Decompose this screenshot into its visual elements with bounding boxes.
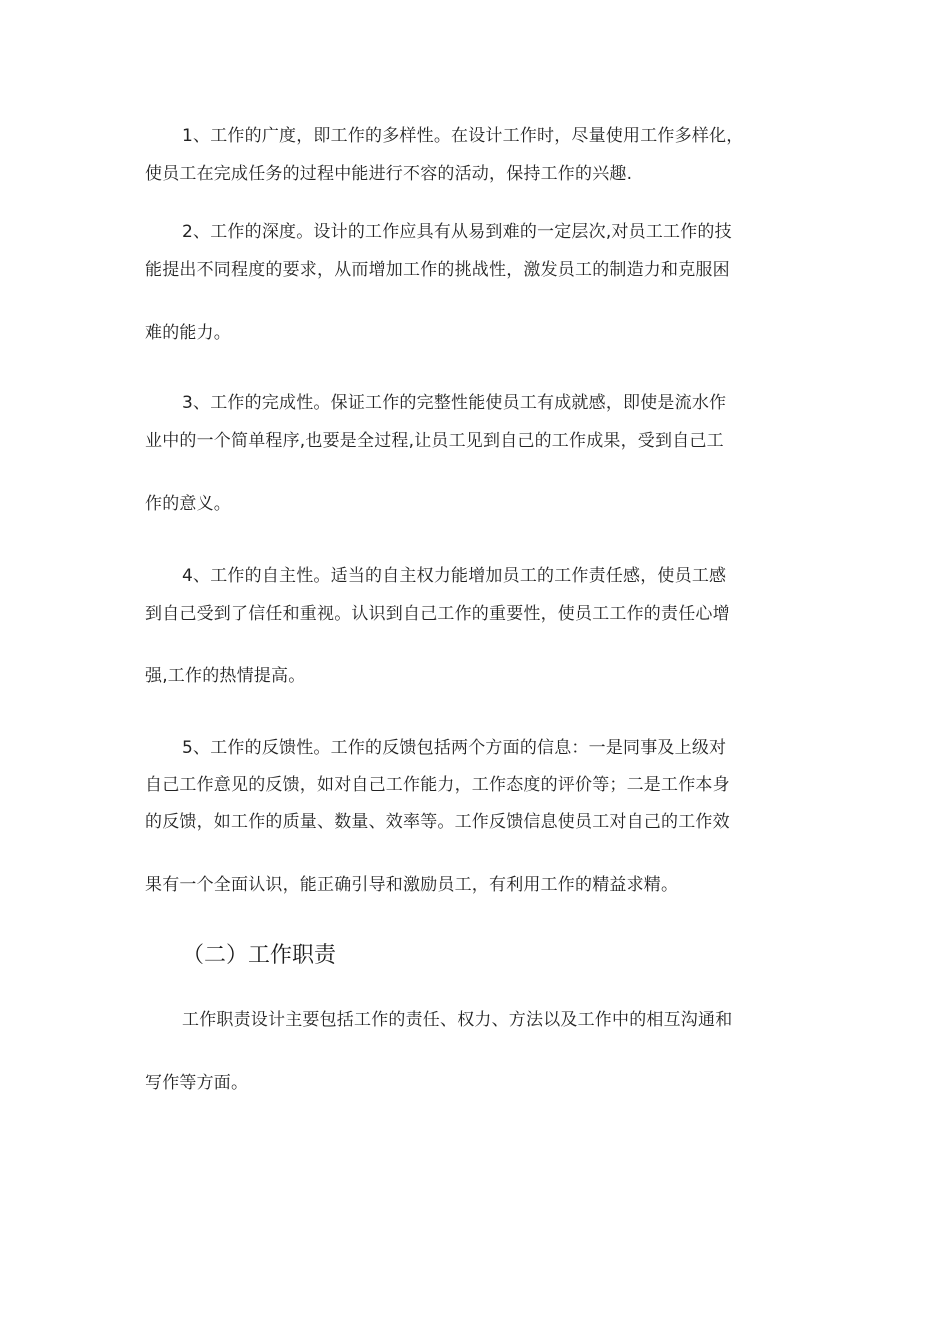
- section-paragraph-line-2: 写作等方面。: [145, 1073, 249, 1093]
- paragraph-4-line-1: 4、工作的自主性。适当的自主权力能增加员工的工作责任感，使员工感: [182, 566, 727, 586]
- paragraph-1-line-1: 1、工作的广度，即工作的多样性。在设计工作时，尽量使用工作多样化，: [182, 126, 744, 146]
- paragraph-2-line-3: 难的能力。: [145, 323, 231, 343]
- paragraph-5-line-4: 果有一个全面认识，能正确引导和激励员工，有利用工作的精益求精。: [145, 875, 679, 895]
- paragraph-2-line-2: 能提出不同程度的要求，从而增加工作的挑战性，激发员工的制造力和克服困: [145, 260, 730, 280]
- paragraph-5-line-1: 5、工作的反馈性。工作的反馈包括两个方面的信息：一是同事及上级对: [182, 738, 727, 758]
- paragraph-4-line-2: 到自己受到了信任和重视。认识到自己工作的重要性，使员工工作的责任心增: [145, 604, 730, 624]
- section-paragraph-line-1: 工作职责设计主要包括工作的责任、权力、方法以及工作中的相互沟通和: [182, 1010, 733, 1030]
- paragraph-5-line-2: 自己工作意见的反馈，如对自己工作能力，工作态度的评价等；二是工作本身: [145, 775, 730, 795]
- paragraph-4-line-3: 强,工作的热情提高。: [145, 666, 306, 686]
- paragraph-3-line-2: 业中的一个简单程序,也要是全过程,让员工见到自己的工作成果，受到自己工: [145, 431, 724, 451]
- paragraph-2-line-1: 2、工作的深度。设计的工作应具有从易到难的一定层次,对员工工作的技: [182, 222, 732, 242]
- section-heading: （二）工作职责: [182, 943, 337, 968]
- paragraph-1-line-2: 使员工在完成任务的过程中能进行不容的活动，保持工作的兴趣.: [145, 164, 633, 184]
- paragraph-5-line-3: 的反馈，如工作的质量、数量、效率等。工作反馈信息使员工对自己的工作效: [145, 812, 730, 832]
- paragraph-3-line-3: 作的意义。: [145, 494, 231, 514]
- paragraph-3-line-1: 3、工作的完成性。保证工作的完整性能使员工有成就感，即使是流水作: [182, 393, 727, 413]
